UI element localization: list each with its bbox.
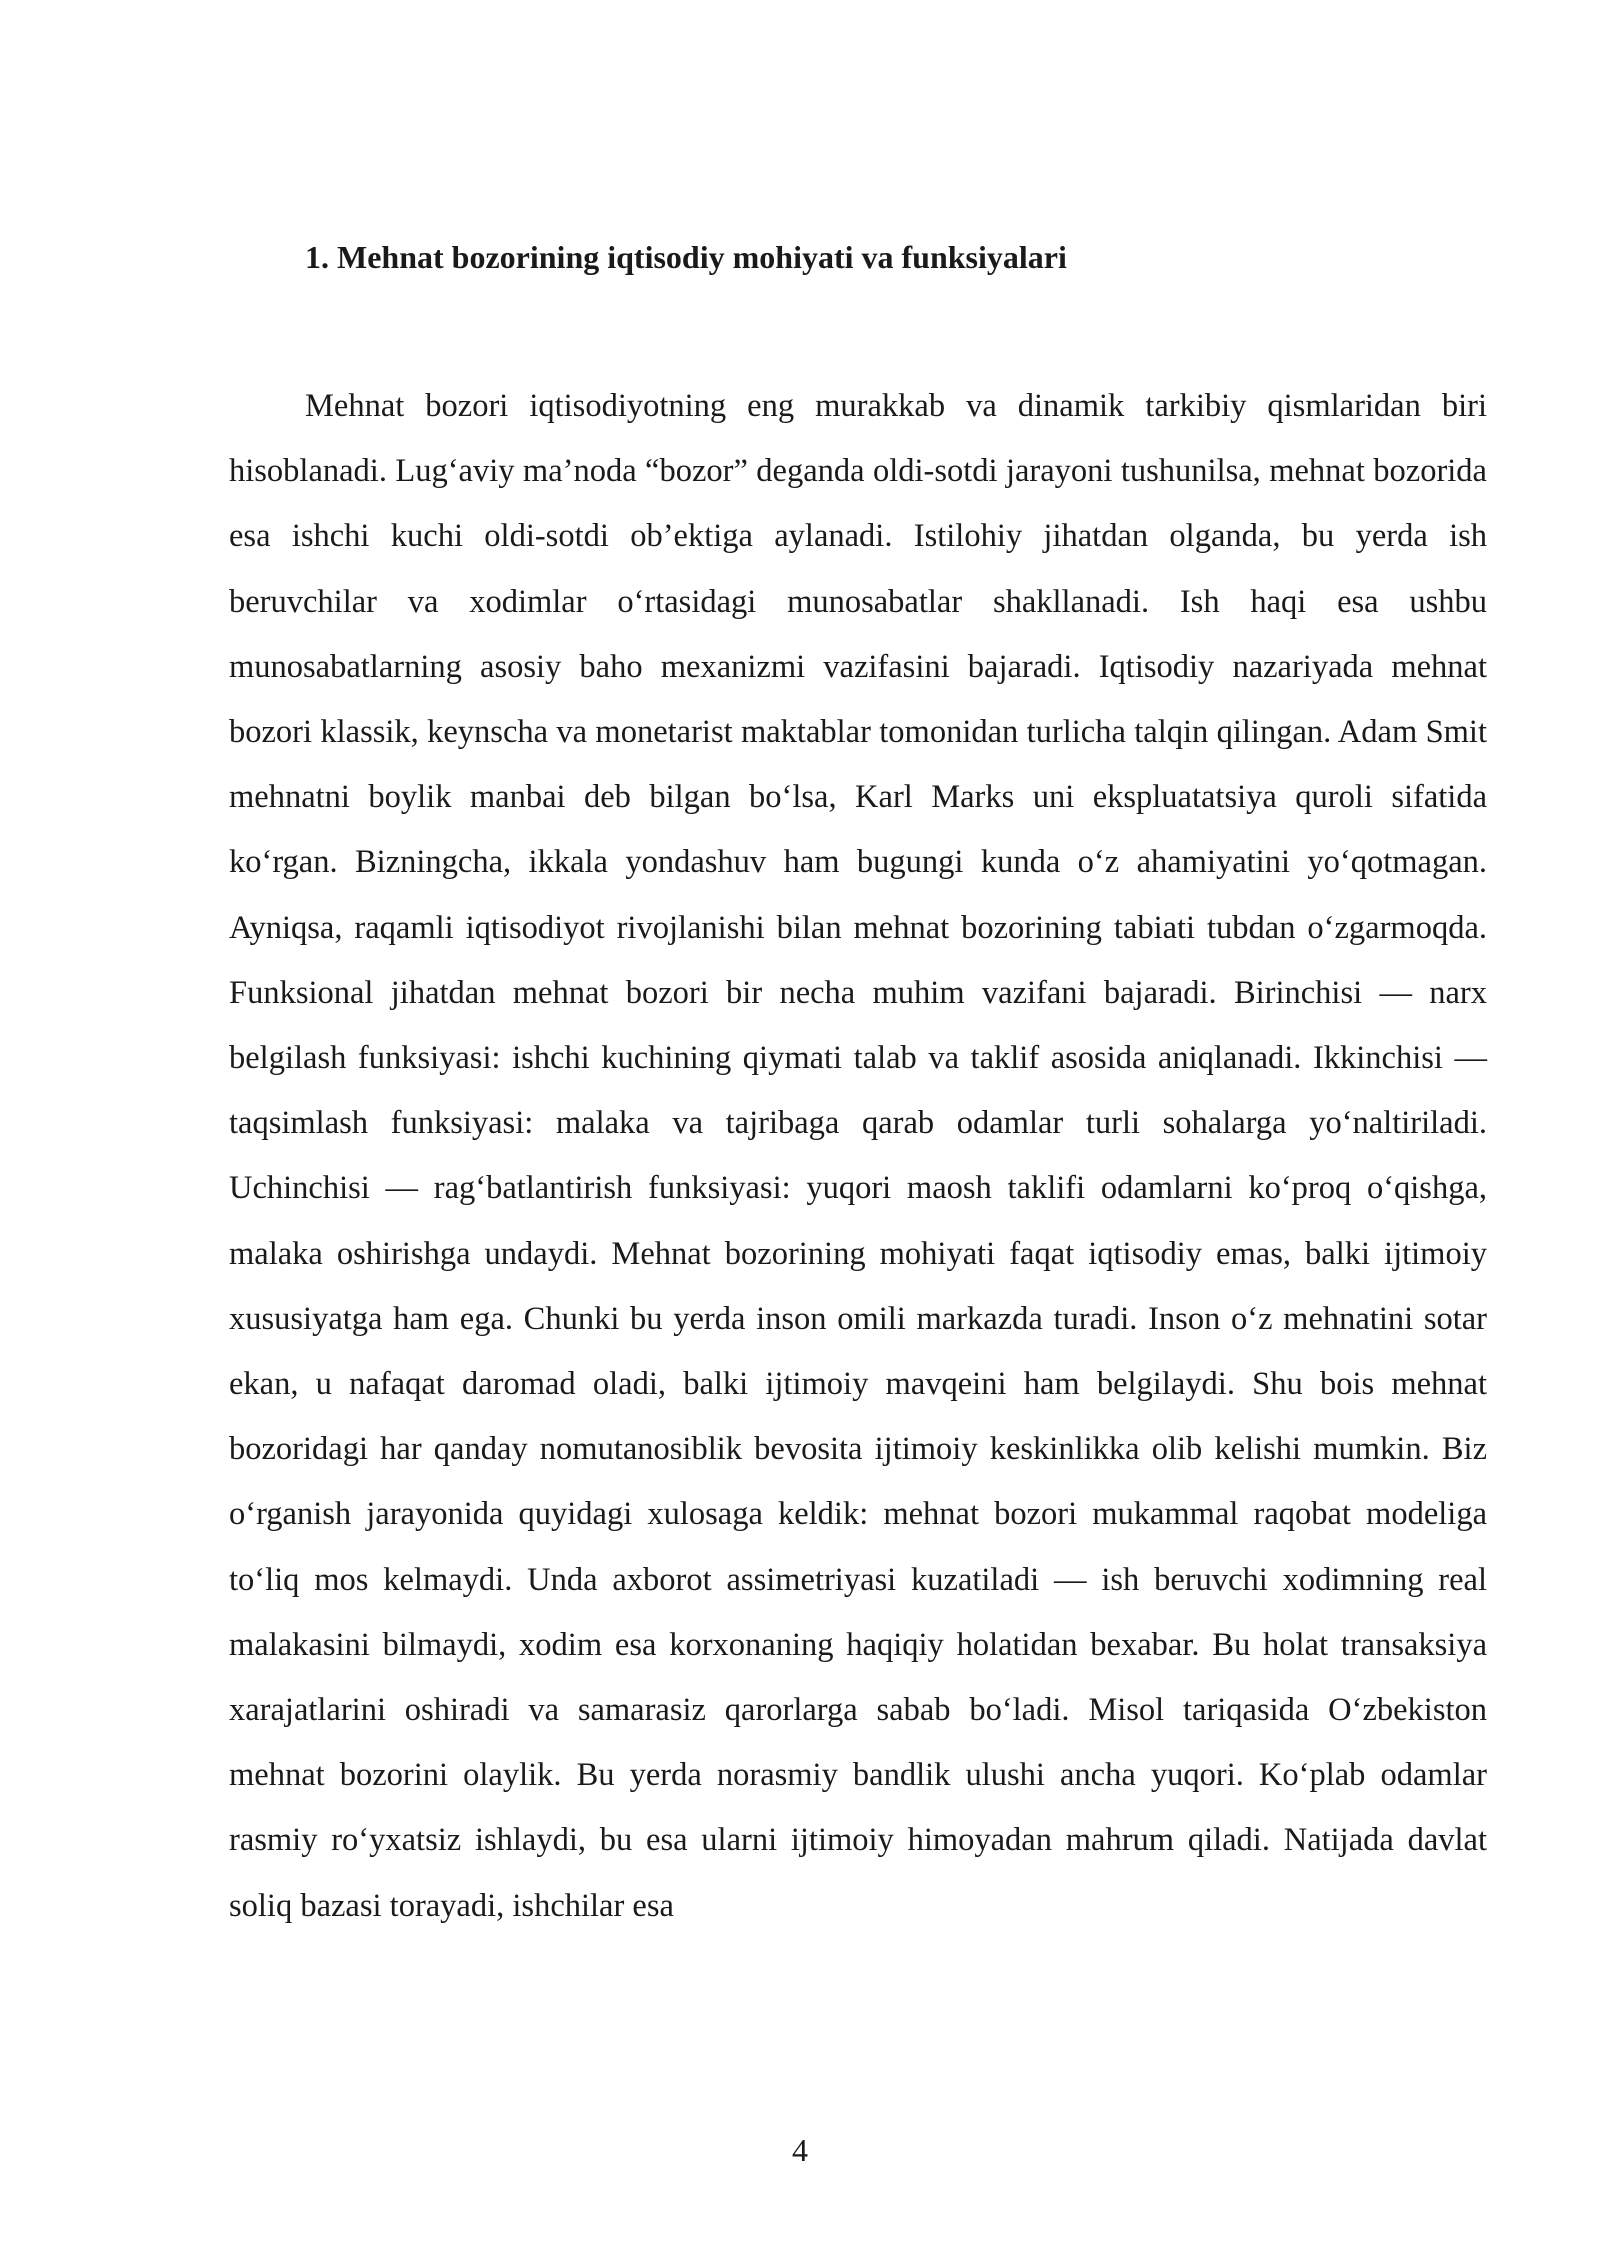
page-number: 4 [792,2132,808,2168]
section-heading: 1. Mehnat bozorining iqtisodiy mohiyati va funksiyalari [305,239,1067,275]
body-paragraph: Mehnat bozori iqtisodiyotning eng murakkab va dinamik tarkibiy qismlaridan biri hisoblanadi. Lug‘aviy ma’noda “bozor” deganda oldi-sotdi jarayoni tushunilsa, mehnat bozorida esa ishchi kuchi oldi-sotdi ob’ektiga aylanadi. Istilohiy jihatdan olganda, bu yerda ish beruvchilar va xodimlar o‘rtasidagi munosabatlar shakllanadi. Ish haqi esa ushbu munosabatlarning asosiy baho mexanizmi vazifasini bajaradi. Iqtisodiy nazariyada mehnat bozori klassik, keynscha va monetarist maktablar tomonidan turlicha talqin qilingan. Adam Smit mehnatni boylik manbai deb bilgan bo‘lsa, Karl Marks uni ekspluatatsiya quroli sifatida ko‘rgan. Bizningcha, ikkala yondashuv ham bugungi kunda o‘z ahamiyatini yo‘qotmagan. Ayniqsa, raqamli iqtisodiyot rivojlanishi bilan mehnat bozorining tabiati tubdan o‘zgarmoqda. Funksional jihatdan mehnat bozori bir necha muhim vazifani bajaradi. Birinchisi — narx belgilash funksiyasi: ishchi kuchining qiymati talab va taklif asosida aniqlanadi. Ikkinchisi — taqsimlash funksiyasi: malaka va tajribaga qarab odamlar turli sohalarga yo‘naltiriladi. Uchinchisi — rag‘batlantirish funksiyasi: yuqori maosh taklifi odamlarni ko‘proq o‘qishga, malaka oshirishga undaydi. Mehnat bozorining mohiyati faqat iqtisodiy emas, balki ijtimoiy xususiyatga ham ega. Chunki bu yerda inson omili markazda turadi. Inson o‘z mehnatini sotar ekan, u nafaqat daromad oladi, balki ijtimoiy mavqeini ham belgilaydi. Shu bois mehnat bozoridagi har qanday nomutanosiblik bevosita ijtimoiy keskinlikka olib kelishi mumkin. Biz o‘rganish jarayonida quyidagi xulosaga keldik: mehnat bozori mukammal raqobat modeliga to‘liq mos kelmaydi. Unda axborot assimetriyasi kuzatiladi — ish beruvchi xodimning real malakasini bilmaydi, xodim esa korxonaning haqiqiy holatidan bexabar. Bu holat transaksiya xarajatlarini oshiradi va samarasiz qarorlarga sabab bo‘ladi. Misol tariqasida O‘zbekiston mehnat bozorini olaylik. Bu yerda norasmiy bandlik ulushi ancha yuqori. Ko‘plab odamlar rasmiy ro‘yxatsiz ishlaydi, bu esa ularni ijtimoiy himoyadan mahrum qiladi. Natijada davlat soliq bazasi torayadi, ishchilar esa [229,388,1487,1924]
